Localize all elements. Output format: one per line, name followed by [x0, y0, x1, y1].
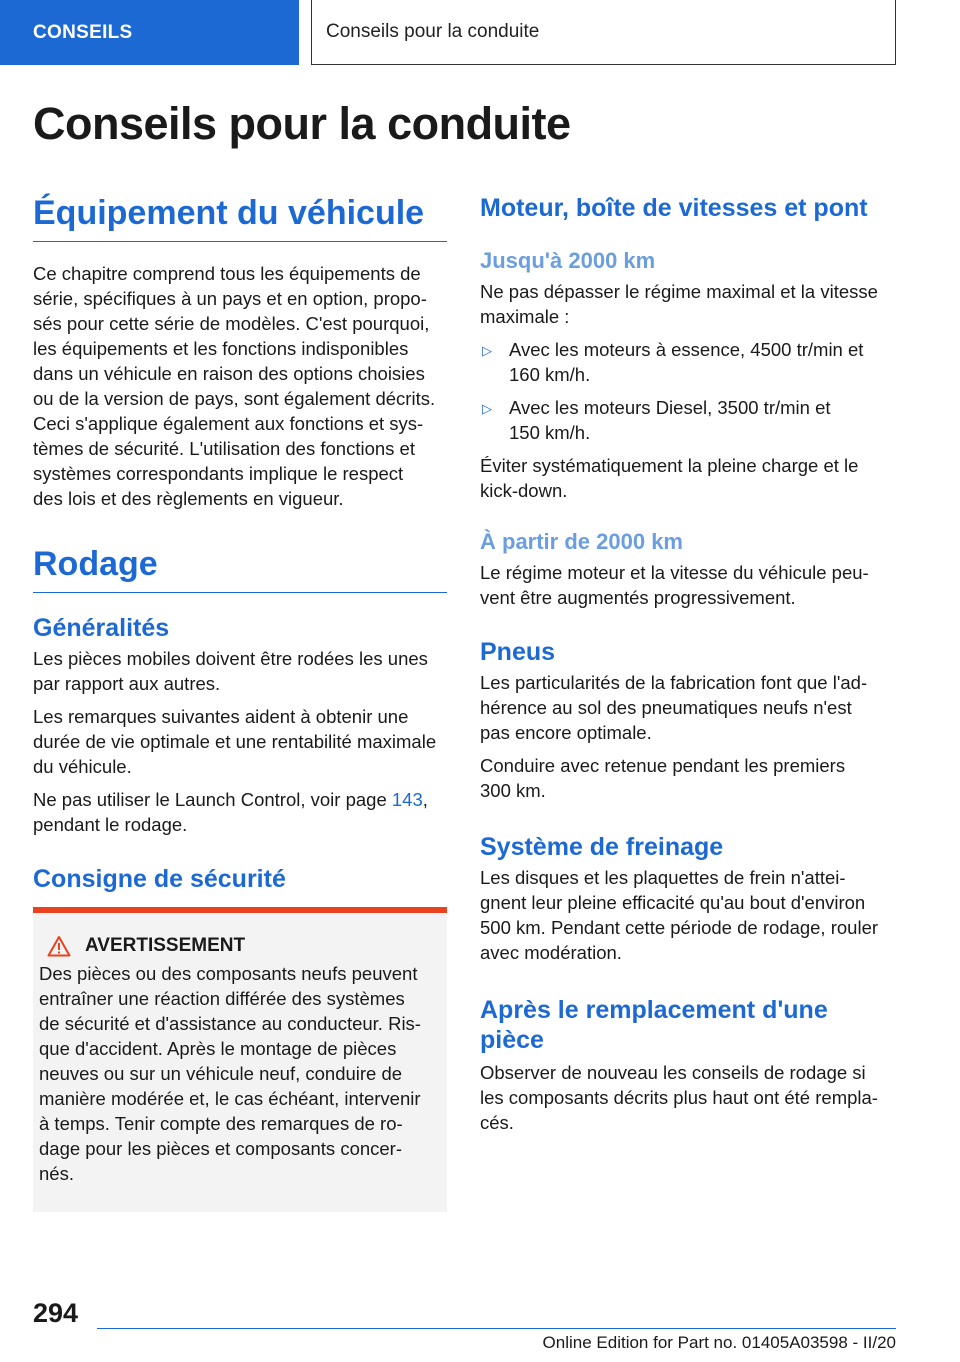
brakes-section	[480, 833, 900, 965]
engine-heading: Moteur, boîte de vitesses et pont	[480, 194, 868, 222]
warning-triangle-icon	[47, 935, 71, 957]
generalites-section	[33, 614, 447, 837]
generalites-heading: Généralités	[33, 614, 170, 642]
page-number: 294	[33, 1298, 79, 1328]
replacement-heading: Après le remplacement d'une pièce	[480, 996, 828, 1054]
brakes-heading: Système de freinage	[480, 833, 724, 861]
from-2000-section	[480, 529, 900, 610]
tyres-section	[480, 638, 900, 803]
brakes-text: Les disques et les plaquettes de frein n'attei- gnent leur pleine efficacité qu'au bout d'environ 500 km. Pendant cette période de rodage, rouler avec modération.	[480, 867, 879, 963]
tyres-heading: Pneus	[480, 638, 556, 666]
engine-section	[480, 194, 900, 223]
section-tab[interactable]	[0, 0, 299, 65]
footer-edition: Online Edition for Part no. 01405A03598 - II/20	[542, 1333, 896, 1352]
safety-section	[33, 865, 447, 894]
chapter-header	[311, 0, 896, 65]
tyres-paragraph-2: Conduire avec retenue pendant les premiers 300 km.	[480, 755, 846, 801]
replacement-text: Observer de nouveau les conseils de rodage si les composants décrits plus haut ont été rempla- cés.	[480, 1062, 878, 1133]
up-to-2000-heading: Jusqu'à 2000 km	[480, 248, 656, 273]
replacement-section	[480, 995, 900, 1135]
list-item: ▷ Avec les moteurs à essence, 4500 tr/min et 160 km/h.	[482, 339, 864, 385]
rodage-heading: Rodage	[33, 545, 447, 593]
section-tab-label: CONSEILS	[33, 21, 133, 43]
footer-divider	[97, 1328, 896, 1329]
generalites-paragraph-3: Ne pas utiliser le Launch Control, voir page 143, pendant le rodage.	[33, 789, 428, 835]
equipment-text: Ce chapitre comprend tous les équipements de série, spécifiques à un pays et en option, propo- sés pour cette série de modèles. C'est pourquoi, les équipements et les fonctions indisponibles dans un véhicule en raison des options choisies ou de la version de pays, sont également décrits. Ceci s'applique également aux fonctions et sys- tèmes de sécurité. L'utilisation des fonctions et systèmes correspondants implique le respect des lois et des règlements en vigueur.	[33, 263, 436, 509]
tyres-paragraph-1: Les particularités de la fabrication font que l'ad- hérence au sol des pneumatiques neufs n'est pas encore optimale.	[480, 672, 868, 743]
up-to-2000-section	[480, 248, 900, 503]
equipment-heading: Équipement du véhicule	[33, 194, 447, 242]
from-2000-text: Le régime moteur et la vitesse du véhicule peu- vent être augmentés progressivement.	[480, 562, 869, 608]
triangle-right-icon: ▷	[482, 401, 492, 416]
warning-text: Des pièces ou des composants neufs peuvent entraîner une réaction différée des systèmes de sécurité et d'assistance au conducteur. Ris- que d'accident. Après le montage de pièces neuves ou sur un véhicule neuf, conduire de manière modérée et, le cas échéant, intervenir à temps. Tenir compte des remarques de ro- dage pour les pièces et composants concer- nés.	[39, 963, 421, 1184]
equipment-section	[33, 194, 447, 511]
page-reference-link[interactable]: 143	[391, 789, 423, 810]
chapter-title: Conseils pour la conduite	[326, 21, 540, 42]
triangle-right-icon: ▷	[482, 343, 492, 358]
warning-box	[33, 907, 447, 1212]
up-to-2000-text: Ne pas dépasser le régime maximal et la vitesse maximale :	[480, 281, 878, 327]
warning-title: AVERTISSEMENT	[47, 935, 439, 957]
list-item: ▷ Avec les moteurs Diesel, 3500 tr/min et 150 km/h.	[482, 397, 831, 443]
safety-heading: Consigne de sécurité	[33, 865, 286, 893]
generalites-paragraph-2: Les remarques suivantes aident à obtenir une durée de vie optimale et une rentabilité maximale du véhicule.	[33, 706, 437, 777]
from-2000-heading: À partir de 2000 km	[480, 529, 683, 554]
page-title: Conseils pour la conduite	[33, 98, 571, 149]
avoid-text: Éviter systématiquement la pleine charge et le kick-down.	[480, 455, 859, 501]
generalites-paragraph-1: Les pièces mobiles doivent être rodées les unes par rapport aux autres.	[33, 648, 428, 694]
rodage-section	[33, 545, 447, 593]
